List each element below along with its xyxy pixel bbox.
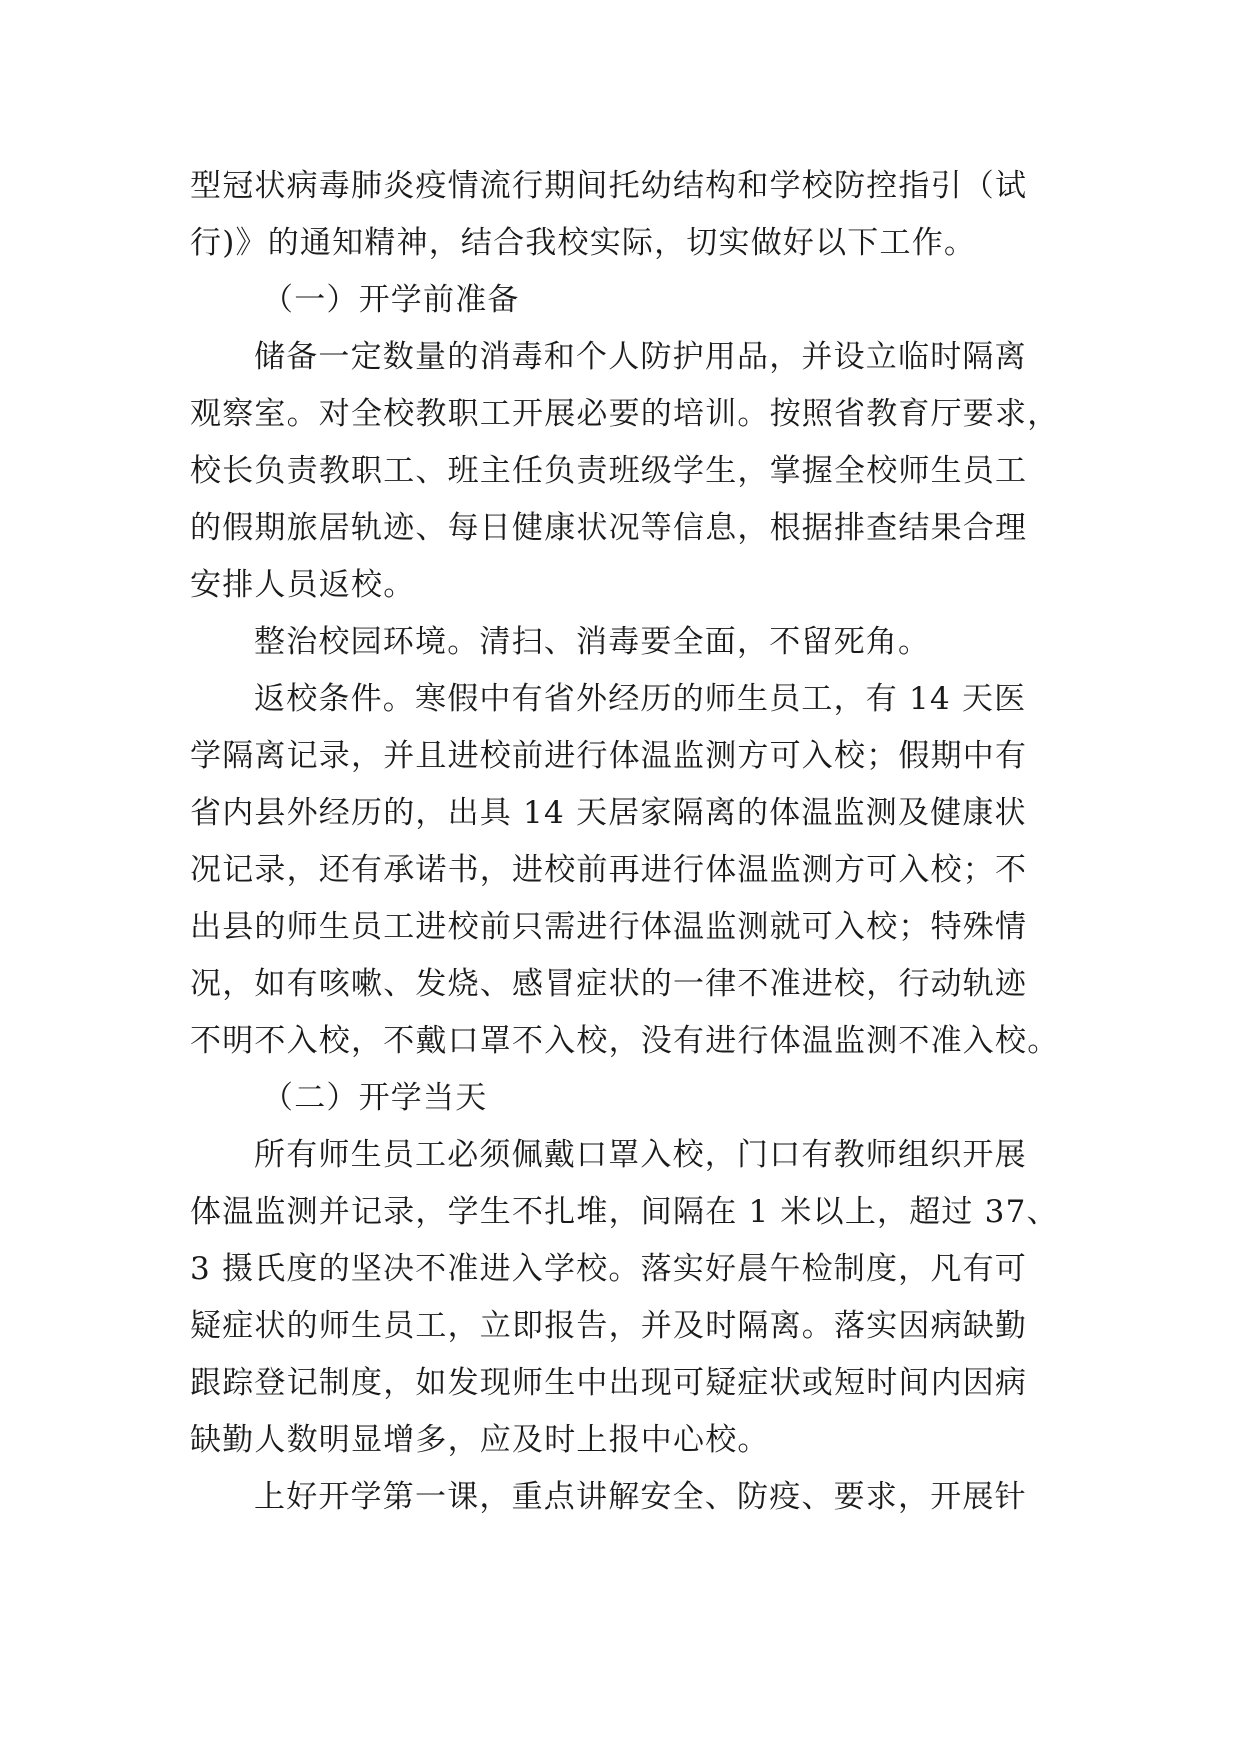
text-line: 疑症状的师生员工，立即报告，并及时隔离。落实因病缺勤 xyxy=(190,1308,1028,1344)
text-line: 省内县外经历的，出具 14 天居家隔离的体温监测及健康状 xyxy=(190,795,1027,831)
text-line: 观察室。对全校教职工开展必要的培训。按照省教育厅要求， xyxy=(190,396,1060,432)
document-body xyxy=(190,158,1060,1526)
text-line: 安排人员返校。 xyxy=(190,567,416,603)
text-line: 的假期旅居轨迹、每日健康状况等信息，根据排查结果合理 xyxy=(190,510,1028,546)
text-line: 所有师生员工必须佩戴口罩入校，门口有教师组织开展 xyxy=(254,1137,1027,1173)
text-line: 缺勤人数明显增多，应及时上报中心校。 xyxy=(190,1422,770,1458)
text-line: 学隔离记录，并且进校前进行体温监测方可入校；假期中有 xyxy=(190,738,1028,774)
text-line: 出县的师生员工进校前只需进行体温监测就可入校；特殊情 xyxy=(190,909,1028,945)
text-line: 况，如有咳嗽、发烧、感冒症状的一律不准进校，行动轨迹 xyxy=(190,966,1028,1002)
text-line: 况记录，还有承诺书，进校前再进行体温监测方可入校；不 xyxy=(190,852,1028,888)
text-line: 跟踪登记制度，如发现师生中出现可疑症状或短时间内因病 xyxy=(190,1365,1028,1401)
text-line: 整治校园环境。清扫、消毒要全面，不留死角。 xyxy=(254,624,931,660)
text-line: 返校条件。寒假中有省外经历的师生员工，有 14 天医 xyxy=(254,681,1027,717)
text-line: 校长负责教职工、班主任负责班级学生，掌握全校师生员工 xyxy=(190,453,1028,489)
text-line: 型冠状病毒肺炎疫情流行期间托幼结构和学校防控指引（试 xyxy=(190,168,1028,204)
section-heading: （二）开学当天 xyxy=(262,1080,488,1116)
text-line: 3 摄氏度的坚决不准进入学校。落实好晨午检制度，凡有可 xyxy=(190,1251,1027,1287)
text-line: 储备一定数量的消毒和个人防护用品，并设立临时隔离 xyxy=(254,339,1027,375)
text-line: 体温监测并记录，学生不扎堆，间隔在 1 米以上，超过 37、 xyxy=(190,1194,1059,1230)
section-heading: （一）开学前准备 xyxy=(262,282,520,318)
text-line: 不明不入校，不戴口罩不入校，没有进行体温监测不准入校。 xyxy=(190,1023,1060,1059)
text-line: 行)》的通知精神，结合我校实际，切实做好以下工作。 xyxy=(190,225,977,261)
text-line: 上好开学第一课，重点讲解安全、防疫、要求，开展针 xyxy=(254,1479,1027,1515)
